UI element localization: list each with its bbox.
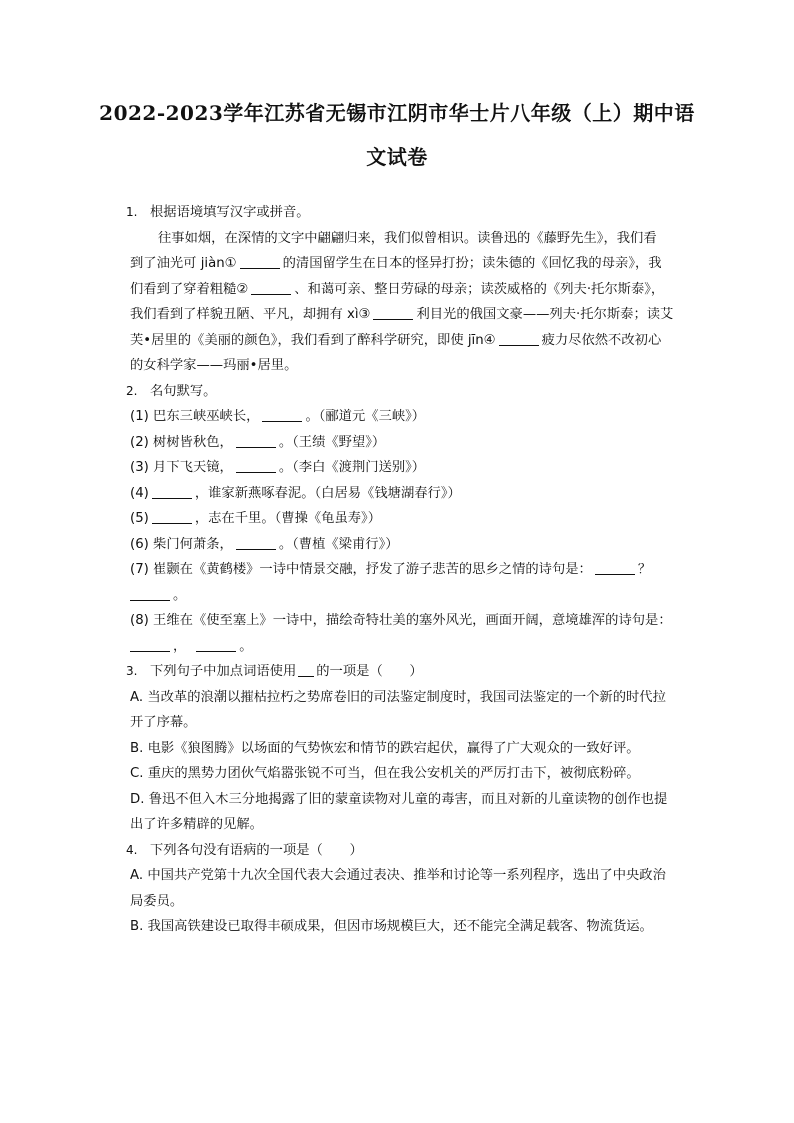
question-2-item-7-cont: 。 bbox=[130, 583, 700, 609]
question-number: 3. bbox=[126, 664, 138, 678]
question-2-item-7: (7) 崔颢在《黄鹤楼》一诗中情景交融，抒发了游子悲苦的思乡之情的诗句是： ？ bbox=[130, 557, 700, 583]
question-2-item-8: (8) 王维在《使至塞上》一诗中，描绘奇特壮美的塞外风光，画面开阔，意境雄浑的诗句是： bbox=[130, 613, 672, 628]
question-2-item-4: (4) ，谁家新燕啄春泥。（白居易《钱塘湖春行》） bbox=[130, 481, 700, 507]
answer-blank[interactable] bbox=[236, 432, 276, 448]
answer-blank[interactable] bbox=[298, 661, 314, 677]
exam-title-line2: 文试卷 bbox=[366, 145, 428, 169]
answer-blank[interactable] bbox=[373, 304, 413, 320]
answer-blank[interactable] bbox=[130, 636, 170, 652]
answer-blank[interactable] bbox=[196, 636, 236, 652]
option-a-cont: 开了序幕。 bbox=[130, 715, 197, 730]
option-d-cont: 出了许多精辟的见解。 bbox=[130, 817, 263, 832]
answer-blank[interactable] bbox=[130, 585, 170, 601]
answer-blank[interactable] bbox=[152, 508, 192, 524]
question-number: 1. bbox=[126, 205, 138, 219]
question-number: 4. bbox=[126, 842, 138, 857]
answer-blank[interactable] bbox=[499, 330, 539, 346]
question-2-stem: 2. 名句默写。 bbox=[130, 379, 700, 405]
answer-blank[interactable] bbox=[236, 457, 276, 473]
question-2-item-2: (2) 树树皆秋色， 。（王绩《野望》） bbox=[130, 430, 700, 456]
answer-blank[interactable] bbox=[595, 559, 635, 575]
option-c[interactable]: C. 重庆的黑势力团伙气焰嚣张锐不可当，但在我公安机关的严厉打击下，被彻底粉碎。 bbox=[130, 766, 640, 781]
question-2-item-3: (3) 月下飞天镜， 。（李白《渡荆门送别》） bbox=[130, 455, 700, 481]
question-2-item-6: (6) 柴门何萧条， 。（曹植《梁甫行》） bbox=[130, 532, 700, 558]
option-b[interactable]: B. 我国高铁建设已取得丰硕成果，但因市场规模巨大，还不能完全满足载客、物流货运。 bbox=[130, 919, 653, 934]
question-2-item-1: (1) 巴东三峡巫峡长， 。（郦道元《三峡》） bbox=[130, 404, 700, 430]
question-4-stem: 4. 下列各句没有语病的一项是（ ） bbox=[130, 838, 700, 864]
option-b[interactable]: B. 电影《狼图腾》以场面的气势恢宏和情节的跌宕起伏，赢得了广大观众的一致好评。 bbox=[130, 740, 640, 756]
option-a[interactable]: A. 当改革的浪潮以摧枯拉朽之势席卷旧的司法鉴定制度时，我国司法鉴定的一个新的时代拉 bbox=[130, 689, 666, 705]
question-number: 2. bbox=[126, 383, 138, 398]
option-d[interactable]: D. 鲁迅不但入木三分地揭露了旧的蒙童读物对儿童的毒害，而且对新的儿童读物的创作也提 bbox=[130, 791, 668, 807]
answer-blank[interactable] bbox=[236, 534, 276, 550]
exam-title-line1: 2022-2023学年江苏省无锡市江阴市华士片八年级（上）期中语 bbox=[99, 101, 695, 125]
option-a[interactable]: A. 中国共产党第十九次全国代表大会通过表决、推举和讨论等一系列程序，选出了中央政治 bbox=[130, 868, 666, 883]
exam-body bbox=[126, 200, 700, 940]
question-3-stem: 3. 下列句子中加点词语使用 的一项是（ ） bbox=[130, 659, 700, 685]
question-2-item-8-cont: ， 。 bbox=[130, 634, 700, 660]
answer-blank[interactable] bbox=[262, 406, 302, 422]
question-1-passage: 往事如烟，在深情的文字中翩翩归来，我们似曾相识。读鲁迅的《藤野先生》，我们看 到了油光可 jiàn① 的清国留学生在日本的怪异打扮；读朱德的《回忆我的母亲》，我 们看到了穿着粗糙② 、和蔼可亲、整日劳碌的母亲；读茨威格的《列夫·托尔斯泰》， 我们看到了样貌丑陋、平凡，却拥有 xì③ 利目光的俄国文豪——列夫·托尔斯泰；读艾 芙•居里的《美丽的颜色》，我们看到了醉科学研究，即使 jīn④ 疲力尽依然不改初心 的女科学家——玛丽•居里。 bbox=[130, 230, 674, 373]
question-1-stem: 1. 根据语境填写汉字或拼音。 bbox=[130, 200, 700, 226]
question-2-item-5: (5) ，志在千里。（曹操《龟虽寿》） bbox=[130, 506, 700, 532]
answer-blank[interactable] bbox=[152, 483, 192, 499]
option-a-cont: 局委员。 bbox=[130, 893, 184, 909]
answer-blank[interactable] bbox=[240, 253, 280, 269]
answer-blank[interactable] bbox=[251, 279, 291, 295]
